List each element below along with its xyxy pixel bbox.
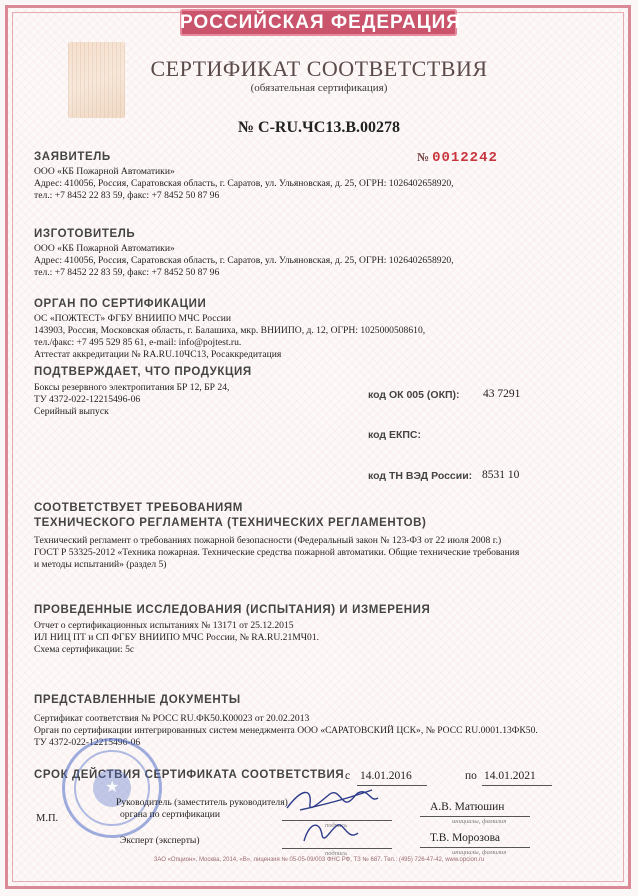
seal-place-label: М.П. [36, 813, 59, 824]
tnved-code-label: код ТН ВЭД России: [368, 470, 473, 482]
cert-body-contacts: тел./факс: +7 495 529 85 61, e-mail: info@pojtest.ru. [34, 337, 242, 348]
okp-code-value: 43 7291 [483, 388, 521, 400]
expert-name-caption: инициалы, фамилия [452, 849, 507, 856]
applicant-address: Адрес: 410056, Россия, Саратовская область, г. Саратов, ул. Ульяновская, д. 25, ОГРН: 1026402658920, [34, 178, 454, 189]
product-spec: ТУ 4372-022-12215496-06 [34, 394, 141, 405]
expert-signature-caption: подпись [325, 850, 348, 857]
documents-line-1: Сертификат соответствия № РОСС RU.ФК50.К00023 от 20.02.2013 [34, 713, 310, 724]
product-production: Серийный выпуск [34, 406, 109, 417]
documents-heading: ПРЕДСТАВЛЕННЫЕ ДОКУМЕНТЫ [34, 694, 241, 706]
tnved-code-value: 8531 10 [482, 469, 520, 481]
applicant-phone: тел.: +7 8452 22 83 59, факс: +7 8452 50 87 96 [34, 190, 220, 201]
manufacturer-address: Адрес: 410056, Россия, Саратовская область, г. Саратов, ул. Ульяновская, д. 25, ОГРН: 1026402658920, [34, 255, 454, 266]
cert-body-heading: ОРГАН ПО СЕРТИФИКАЦИИ [34, 298, 207, 310]
cert-body-name: ОС «ПОЖТЕСТ» ФГБУ ВНИИПО МЧС России [34, 313, 232, 324]
head-name: А.В. Матюшин [430, 801, 505, 813]
country-banner: РОССИЙСКАЯ ФЕДЕРАЦИЯ [180, 9, 457, 36]
certificate-number [0, 119, 638, 137]
tests-scheme: Схема сертификации: 5с [34, 644, 135, 655]
printer-footer: ЗАО «Опцион», Москва, 2014, «В», лицензия № 05-05-09/003 ФНС РФ, ТЗ № 687. Тел.: (495) 726-47-42, www.opcion.ru [153, 857, 485, 863]
head-signature [282, 780, 382, 820]
head-signature-caption: подпись [325, 822, 348, 829]
head-title-line-2: органа по сертификации [120, 809, 221, 820]
cert-number-value: C-RU.ЧС13.В.00278 [258, 119, 401, 136]
ekps-code-label: код ЕКПС: [368, 429, 422, 441]
product-name: Боксы резервного электропитания БР 12, БР 24, [34, 382, 230, 393]
tests-heading: ПРОВЕДЕННЫЕ ИССЛЕДОВАНИЯ (ИСПЫТАНИЯ) И ИЗМЕРЕНИЯ [34, 604, 431, 616]
official-seal: ★ [62, 738, 162, 838]
expert-signature [298, 815, 368, 849]
documents-line-2: Орган по сертификации интегрированных систем менеджмента ООО «САРАТОВСКИЙ ЦСК», № РОСС RU.0001.13ФК50. [34, 725, 538, 736]
cert-number-prefix: № [237, 119, 255, 136]
cert-body-address: 143903, Россия, Московская область, г. Балашиха, мкр. ВНИИПО, д. 12, ОГРН: 1025000508610, [34, 325, 426, 336]
document-subtitle: (обязательная сертификация) [250, 82, 388, 94]
requirements-line-3: и методы испытаний» (раздел 5) [34, 559, 167, 570]
tests-lab: ИЛ НИЦ ПТ и СП ФГБУ ВНИИПО МЧС России, № RA.RU.21МЧ01. [34, 632, 320, 643]
manufacturer-name: ООО «КБ Пожарной Автоматики» [34, 243, 175, 254]
okp-code-label: код ОК 005 (ОКП): [368, 389, 460, 401]
requirements-line-2: ГОСТ Р 53325-2012 «Техника пожарная. Технические средства пожарной автоматики. Общие технические требования [34, 547, 520, 558]
serial-value: 0012242 [432, 150, 498, 166]
head-title-line-1: Руководитель (заместитель руководителя) [116, 797, 288, 808]
serial-prefix: № [417, 150, 430, 164]
applicant-heading: ЗАЯВИТЕЛЬ [34, 151, 111, 163]
product-heading: ПОДТВЕРЖДАЕТ, ЧТО ПРОДУКЦИЯ [34, 366, 252, 378]
validity-from-label: с [345, 770, 351, 782]
validity-to-label: по [465, 770, 477, 782]
expert-label: Эксперт (эксперты) [120, 835, 200, 846]
documents-line-3: ТУ 4372-022-12215496-06 [34, 737, 141, 748]
regulations-heading: ТЕХНИЧЕСКОГО РЕГЛАМЕНТА (ТЕХНИЧЕСКИХ РЕГЛАМЕНТОВ) [34, 517, 427, 529]
head-name-caption: инициалы, фамилия [452, 818, 507, 825]
validity-heading: СРОК ДЕЙСТВИЯ СЕРТИФИКАТА СООТВЕТСТВИЯ [34, 769, 345, 781]
manufacturer-phone: тел.: +7 8452 22 83 59, факс: +7 8452 50 87 96 [34, 267, 220, 278]
requirements-heading: СООТВЕТСТВУЕТ ТРЕБОВАНИЯМ [34, 502, 243, 514]
manufacturer-heading: ИЗГОТОВИТЕЛЬ [34, 228, 136, 240]
document-title: СЕРТИФИКАТ СООТВЕТСТВИЯ [150, 56, 488, 81]
serial-number [417, 150, 498, 166]
requirements-line-1: Технический регламент о требованиях пожарной безопасности (Федеральный закон № 123-ФЗ от 22 июля 2008 г.) [34, 535, 502, 546]
tests-report: Отчет о сертификационных испытаниях № 13171 от 25.12.2015 [34, 620, 294, 631]
expert-name: Т.В. Морозова [430, 832, 500, 844]
applicant-name: ООО «КБ Пожарной Автоматики» [34, 166, 175, 177]
validity-from-date: 14.01.2016 [360, 770, 412, 782]
validity-to-date: 14.01.2021 [484, 770, 536, 782]
cert-body-accreditation: Аттестат аккредитации № RA.RU.10ЧС13, Росаккредитация [34, 349, 282, 360]
